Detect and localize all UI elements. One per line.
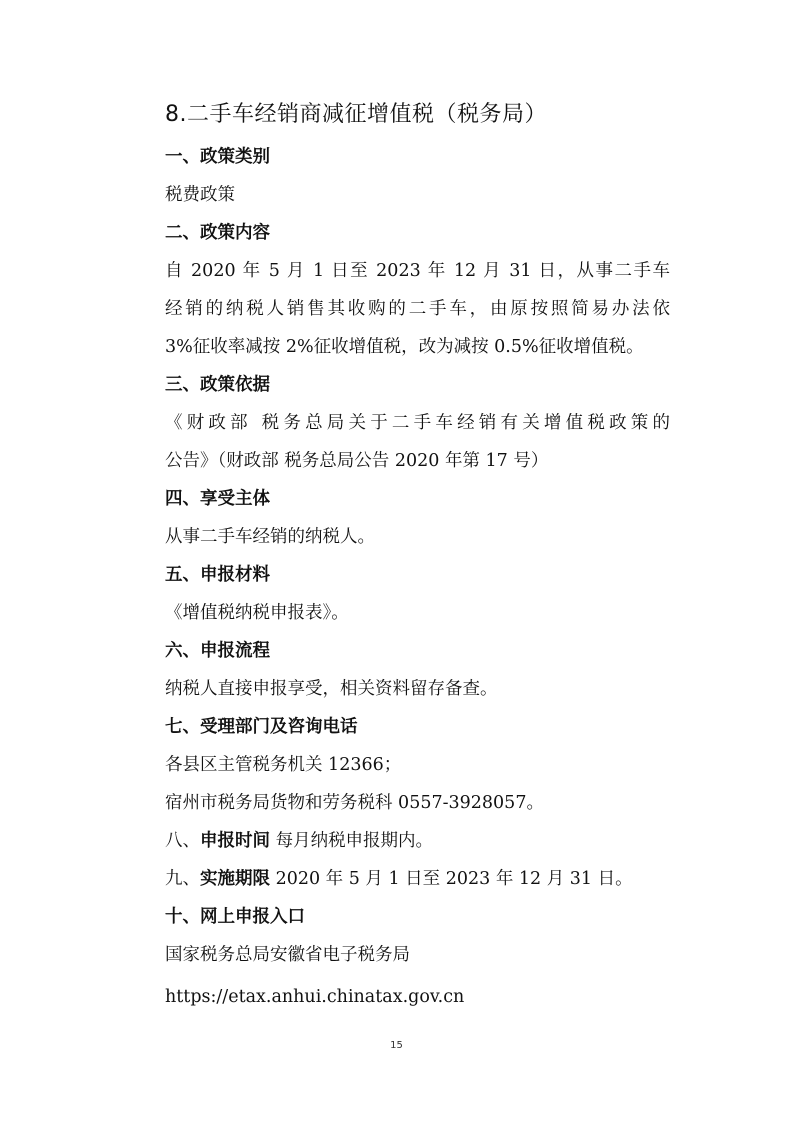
section-6-heading: 六、申报流程 <box>165 641 270 661</box>
section-9-line <box>165 860 670 898</box>
section-6-text: 纳税人直接申报享受，相关资料留存备查。 <box>165 679 498 699</box>
section-5-heading: 五、申报材料 <box>165 565 270 585</box>
section-8-line <box>165 822 670 860</box>
section-7-line-1: 各县区主管税务机关 12366； <box>165 755 402 775</box>
section-10-heading: 十、网上申报入口 <box>165 907 305 927</box>
section-9-label: 实施期限 <box>200 869 270 889</box>
section-7-line-2: 宿州市税务局货物和劳务税科 0557-3928057。 <box>165 793 544 813</box>
section-2-heading: 二、政策内容 <box>165 223 270 243</box>
section-5-text: 《增值税纳税申报表》。 <box>165 603 349 623</box>
page-number: 15 <box>390 1040 403 1051</box>
section-2-line-1: 自 2020 年 5 月 1 日至 2023 年 12 月 31 日，从事二手车 <box>165 261 670 281</box>
section-10-line-1: 国家税务总局安徽省电子税务局 <box>165 945 410 965</box>
section-1-text: 税费政策 <box>165 185 235 205</box>
section-7-heading: 七、受理部门及咨询电话 <box>165 717 358 737</box>
section-9-prefix: 九、 <box>165 869 200 889</box>
section-2-line-2: 经销的纳税人销售其收购的二手车，由原按照简易办法依 <box>165 299 670 319</box>
section-8-prefix: 八、 <box>165 831 200 851</box>
section-2-line-3: 3%征收率减按 2%征收增值税，改为减按 0.5%征收增值税。 <box>165 337 644 357</box>
section-9-text: 2020 年 5 月 1 日至 2023 年 12 月 31 日。 <box>270 869 633 889</box>
page-title: 8.二手车经销商减征增值税（税务局） <box>165 102 547 127</box>
section-3-line-1: 《财政部 税务总局关于二手车经销有关增值税政策的 <box>165 413 670 433</box>
section-4-heading: 四、享受主体 <box>165 489 270 509</box>
online-portal-url: https://etax.anhui.chinatax.gov.cn <box>165 987 465 1007</box>
section-8-label: 申报时间 <box>200 831 270 851</box>
section-4-text: 从事二手车经销的纳税人。 <box>165 527 375 547</box>
section-1-heading: 一、政策类别 <box>165 147 270 167</box>
section-3-heading: 三、政策依据 <box>165 375 270 395</box>
section-3-line-2: 公告》（财政部 税务总局公告 2020 年第 17 号） <box>165 451 549 471</box>
section-8-text: 每月纳税申报期内。 <box>270 831 434 851</box>
